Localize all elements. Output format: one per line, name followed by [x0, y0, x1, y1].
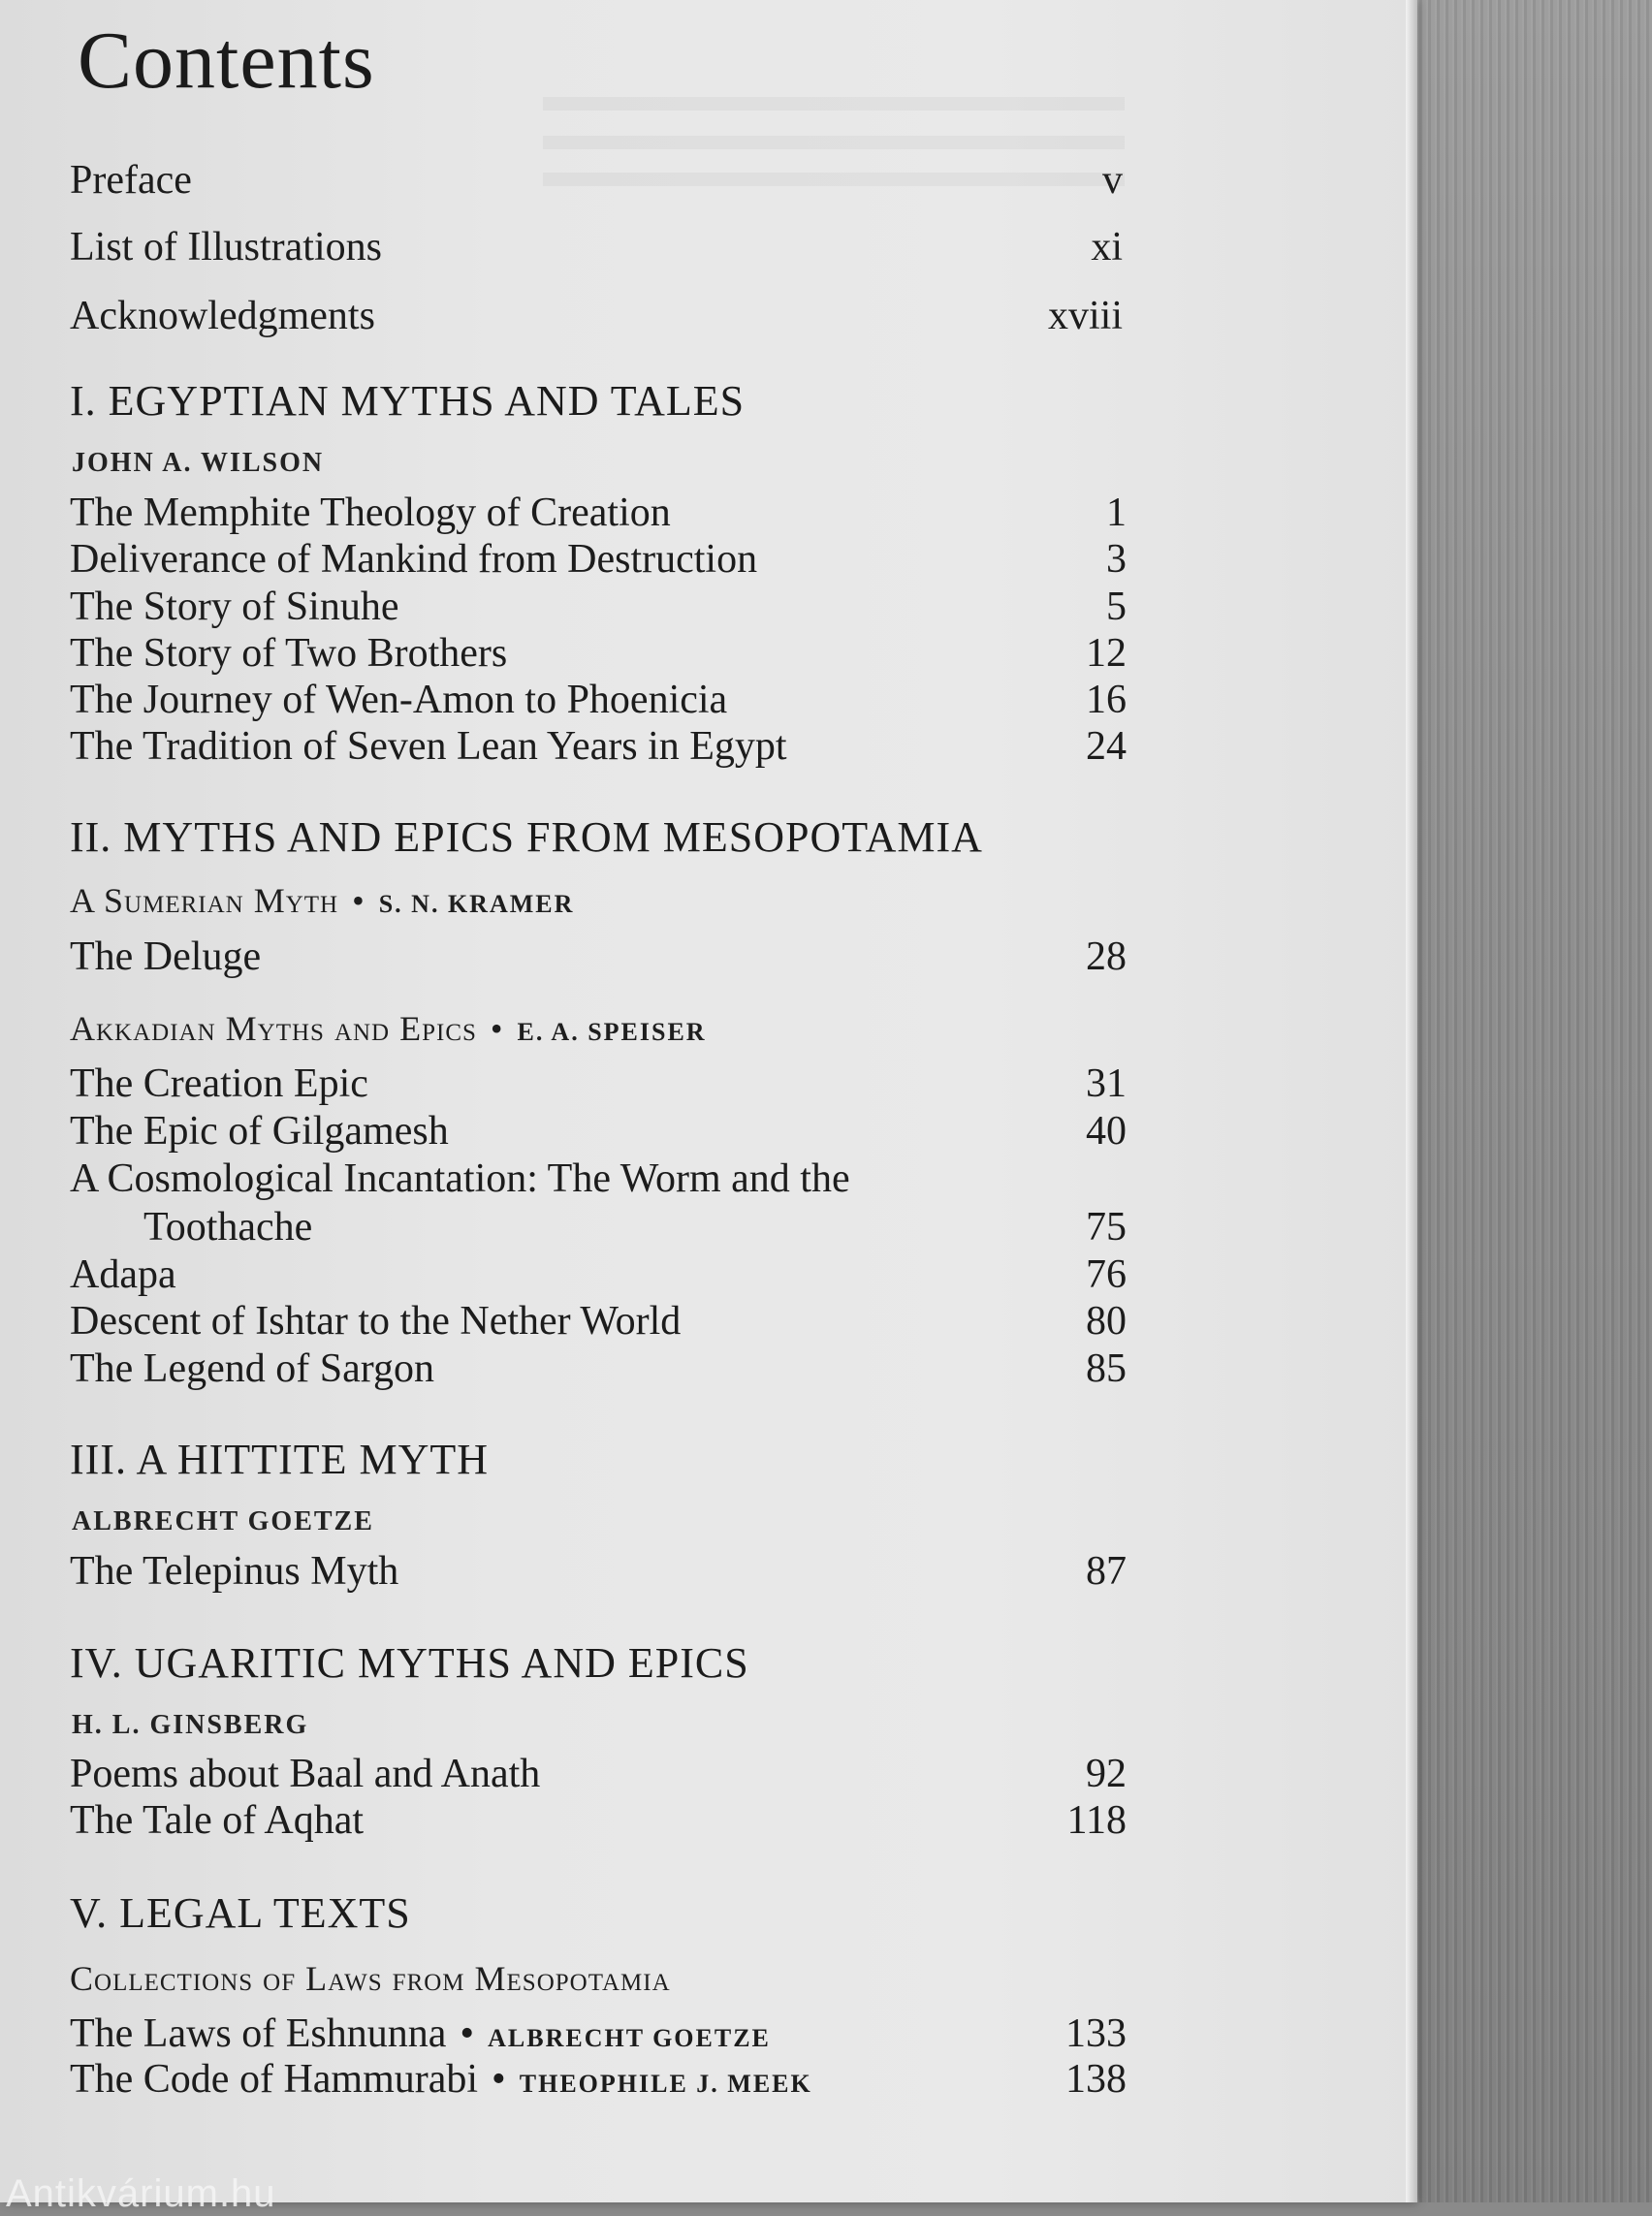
entry-page-number: v — [1102, 158, 1123, 203]
section-author: JOHN A. WILSON — [72, 448, 325, 478]
entry-page-number: 118 — [1066, 1798, 1127, 1843]
entry-page-number: xi — [1091, 225, 1123, 269]
entry-title: List of Illustrations — [70, 225, 382, 269]
entry-title: The Creation Epic — [70, 1061, 368, 1106]
background-surface — [1400, 0, 1652, 2202]
section-heading: I. EGYPTIAN MYTHS AND TALES — [70, 377, 746, 425]
entry-title: Preface — [70, 158, 192, 203]
entry-author: ALBRECHT GOETZE — [488, 2024, 771, 2052]
separator-dot: • — [460, 2011, 475, 2056]
entry-title: Toothache — [143, 1205, 313, 1250]
entry-title: The Code of Hammurabi — [70, 2057, 479, 2102]
section-author: H. L. GINSBERG — [72, 1710, 309, 1740]
entry-page-number: 12 — [1086, 631, 1127, 676]
entry-title: Adapa — [70, 1252, 176, 1297]
entry-page-number: 1 — [1106, 491, 1127, 535]
section-heading: III. A HITTITE MYTH — [70, 1436, 490, 1483]
section-heading: II. MYTHS AND EPICS FROM MESOPOTAMIA — [70, 813, 983, 861]
subsection-title: Akkadian Myths and Epics — [70, 1009, 477, 1048]
entry-title: A Cosmological Incantation: The Worm and the — [70, 1156, 850, 1201]
page-edge — [1406, 0, 1417, 2202]
subsection-author: S. N. KRAMER — [378, 890, 575, 918]
separator-dot: • — [490, 1009, 504, 1048]
separator-dot: • — [352, 881, 365, 920]
entry-title: The Journey of Wen-Amon to Phoenicia — [70, 678, 728, 722]
subsection-heading — [70, 880, 574, 921]
entry-page-number: 133 — [1065, 2011, 1127, 2056]
entry-page-number: 16 — [1086, 678, 1127, 722]
entry-title: The Legend of Sargon — [70, 1346, 434, 1391]
section-heading: IV. UGARITIC MYTHS AND EPICS — [70, 1639, 749, 1687]
entry-title: Descent of Ishtar to the Nether World — [70, 1299, 682, 1344]
show-through — [543, 136, 1125, 149]
entry-page-number: 31 — [1086, 1061, 1127, 1106]
entry-title: The Tale of Aqhat — [70, 1798, 365, 1843]
entry-title: The Laws of Eshnunna — [70, 2011, 447, 2056]
entry-title-line — [70, 2056, 812, 2107]
entry-title: Poems about Baal and Anath — [70, 1752, 541, 1796]
entry-page-number: 40 — [1086, 1109, 1127, 1154]
entry-page-number: 85 — [1086, 1346, 1127, 1391]
show-through — [543, 173, 1125, 186]
entry-page-number: xviii — [1047, 294, 1123, 338]
watermark-text: Antikvárium.hu — [6, 2172, 276, 2215]
entry-page-number: 80 — [1086, 1299, 1127, 1344]
entry-title: The Story of Sinuhe — [70, 585, 399, 629]
entry-page-number: 24 — [1086, 724, 1127, 769]
entry-title: Deliverance of Mankind from Destruction — [70, 537, 758, 582]
entry-title: The Story of Two Brothers — [70, 631, 508, 676]
entry-title: The Deluge — [70, 934, 262, 979]
entry-author: THEOPHILE J. MEEK — [519, 2070, 812, 2098]
entry-title-line — [70, 2010, 771, 2062]
entry-page-number: 138 — [1065, 2057, 1127, 2102]
page-title: Contents — [78, 16, 375, 106]
entry-page-number: 5 — [1106, 585, 1127, 629]
entry-page-number: 92 — [1086, 1752, 1127, 1796]
entry-title: The Telepinus Myth — [70, 1549, 399, 1594]
entry-page-number: 76 — [1086, 1252, 1127, 1297]
subsection-title: A Sumerian Myth — [70, 881, 339, 920]
subsection-author: E. A. SPEISER — [517, 1018, 707, 1046]
entry-page-number: 28 — [1086, 934, 1127, 979]
entry-page-number: 87 — [1086, 1549, 1127, 1594]
entry-title: The Epic of Gilgamesh — [70, 1109, 449, 1154]
entry-title: The Tradition of Seven Lean Years in Egypt — [70, 724, 787, 769]
section-author: ALBRECHT GOETZE — [72, 1506, 374, 1536]
show-through — [543, 97, 1125, 111]
section-heading: V. LEGAL TEXTS — [70, 1889, 411, 1937]
separator-dot: • — [492, 2057, 506, 2102]
entry-page-number: 75 — [1086, 1205, 1127, 1250]
entry-title: Acknowledgments — [70, 294, 375, 338]
subsection-heading — [70, 1008, 707, 1049]
entry-title: The Memphite Theology of Creation — [70, 491, 671, 535]
entry-page-number: 3 — [1106, 537, 1127, 582]
subsection-heading: Collections of Laws from Mesopotamia — [70, 1959, 671, 1998]
